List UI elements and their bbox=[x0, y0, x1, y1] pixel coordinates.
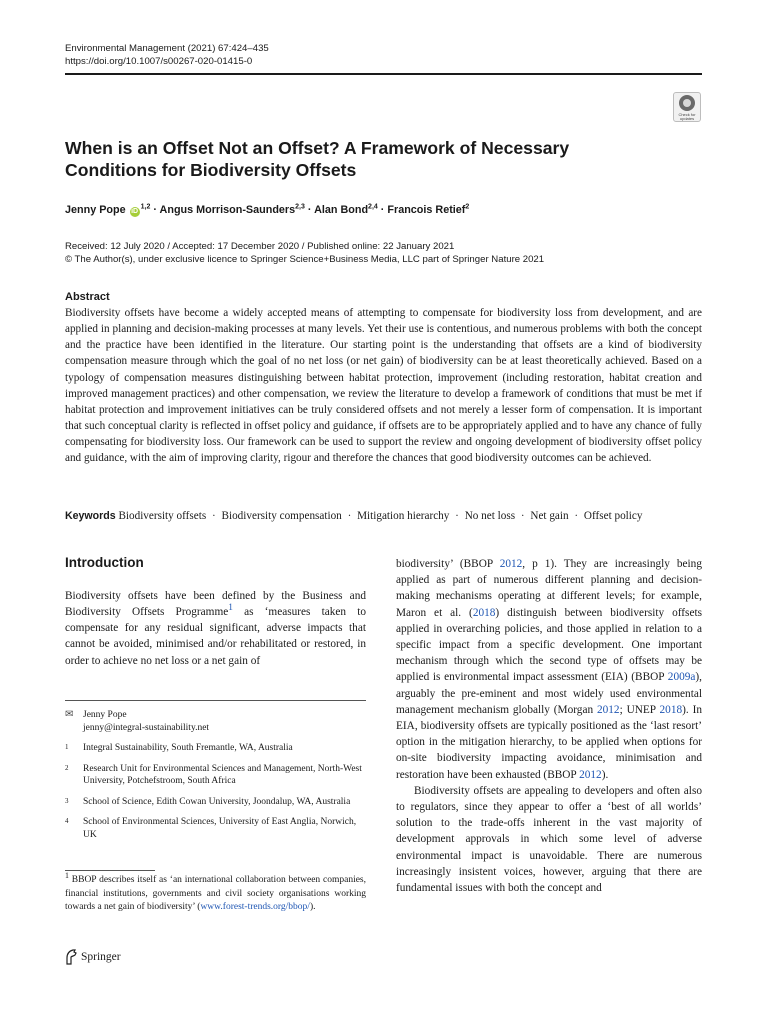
author-name[interactable]: Jenny Pope bbox=[65, 204, 126, 216]
author-affiliation-sup: 2 bbox=[465, 203, 470, 211]
intro-left-paragraph bbox=[65, 588, 366, 669]
check-for-updates-button[interactable] bbox=[673, 92, 701, 122]
paragraph-text: ; UNEP bbox=[619, 703, 660, 716]
author-affiliation-sup: 2,3 bbox=[295, 203, 305, 211]
affiliations-divider bbox=[65, 700, 366, 701]
publisher-name: Springer bbox=[81, 951, 121, 963]
journal-citation: Environmental Management (2021) 67:424–435 bbox=[65, 43, 269, 54]
affiliation-number: 3 bbox=[65, 796, 69, 805]
author-name[interactable]: Alan Bond bbox=[314, 204, 369, 216]
check-for-updates-icon bbox=[679, 95, 695, 111]
affiliation-text: Research Unit for Environmental Sciences and Management, North-West University, Potchefstroom, South Africa bbox=[83, 763, 362, 786]
citation-link[interactable]: 2012 bbox=[596, 703, 620, 716]
intro-right-column bbox=[396, 556, 702, 896]
affiliation-number: 1 bbox=[65, 743, 69, 751]
correspondence bbox=[65, 709, 366, 734]
intro-right-paragraph-2: Biodiversity offsets are appealing to developers and often also to regulators, since they appear to offer a ‘best of all worlds’ solution to the trade-offs inherent in the vast majority of development approvals in which some level of adverse environmental impact is unavoidable. There are numerous increasingly insistent voices, however, arguing that there are fundamental issues with both the concept and bbox=[396, 784, 702, 895]
paragraph-text: , p 1). They are increasingly being applied as part of numerous different planning and decision-making mechanisms operating at different levels; for example, Maron et al. ( bbox=[396, 558, 702, 619]
affiliation-number: 2 bbox=[65, 763, 69, 772]
intro-text-b: as ‘measures taken to compensate for any residual significant, adverse impacts that cannot be avoided, minimised and/or rehabilitated or restored, in order to achieve no net loss or a net gain of bbox=[65, 606, 366, 667]
affiliation-item bbox=[65, 763, 366, 788]
footnote-text: BBOP describes itself as ‘an international collaboration between companies, financial institutions, governments and civil society organisations working towards a net gain of biodiversity’ ( bbox=[65, 875, 366, 913]
paragraph-text: biodiversity’ (BBOP bbox=[396, 558, 500, 570]
affiliation-text: School of Environmental Sciences, University of East Anglia, Norwich, UK bbox=[83, 817, 357, 840]
abstract-text: Biodiversity offsets have become a widely accepted means of attempting to compensate for biodiversity loss from development, and are applied in planning and decision-making processes at many levels. Yet their use is contentious, and numerous problems with both the concept and the practice have been identified in the literature. Our starting point is the understanding that offsets are a kind of biodiversity compensation measure through which the goal of no net loss (or net gain) of biodiversity can be at least theoretically achieved. Based on a typology of compensation measures distinguishing between habitat protection, improvement (including restoration, habitat creation and improved management practices) and other compensation, we review the literature to develop a framework of conditions that must be met if habitat protection and improvement initiatives can be truly considered offsets and not merely a lesser form of compensation. It is important that such conceptual clarity is reflected in offset policy and guidance, if offsets are to be appropriately applied and to have any chance of fully compensating for biodiversity loss. Our framework can be used to support the review and ongoing development of biodiversity offset policy and guidance, with the aim of improving clarity, rigour and therefore the chances that good biodiversity outcomes can be achieved. bbox=[65, 307, 702, 465]
author-name[interactable]: Angus Morrison-Saunders bbox=[159, 204, 296, 216]
date-history: Received: 12 July 2020 / Accepted: 17 December 2020 / Published online: 22 January 2021 bbox=[65, 241, 455, 252]
keywords-heading: Keywords bbox=[65, 510, 116, 522]
paragraph-text: ). bbox=[601, 768, 609, 781]
affiliations bbox=[65, 709, 366, 849]
keyword: No net loss bbox=[464, 510, 516, 522]
author-affiliation-sup: 1,2 bbox=[140, 203, 151, 211]
citation-link[interactable]: 2009a bbox=[667, 671, 696, 684]
author-list: Jenny Pope iD$^{1,2}$ · Angus Morrison-Saunders$^{2,3}$ · Alan Bond$^{2,4}$ · Francois Retief$^2$ bbox=[65, 203, 470, 216]
footnote-end: ). bbox=[309, 902, 316, 913]
affiliation-item bbox=[65, 796, 366, 809]
author-affiliation-sup: 2,4 bbox=[368, 203, 378, 211]
doi-link[interactable]: https://doi.org/10.1007/s00267-020-01415-0 bbox=[65, 56, 253, 67]
footnote-divider bbox=[65, 870, 155, 871]
orcid-icon[interactable]: iD bbox=[131, 208, 139, 215]
citation-link[interactable]: 2018 bbox=[472, 606, 496, 619]
introduction-heading: Introduction bbox=[65, 555, 144, 570]
footnote-link[interactable]: www.forest-trends.org/bbop/ bbox=[200, 902, 310, 913]
springer-horse-logo-icon bbox=[64, 949, 78, 965]
paragraph-text: ). In EIA, biodiversity offsets are typically positioned as the ‘last resort’ option in the mitigation hierarchy, to be applied when options for on-site biodiversity impacting avoidance, minimisation and restoration have been exhausted (BBOP bbox=[396, 703, 702, 781]
journal-header bbox=[65, 42, 269, 68]
footnote-number: 1 bbox=[65, 870, 69, 880]
copyright-notice: © The Author(s), under exclusive licence to Springer Science+Business Media, LLC part of Springer Nature 2021 bbox=[65, 254, 545, 265]
footnote bbox=[65, 870, 366, 915]
corresponding-author: Jenny Pope bbox=[83, 710, 127, 720]
keyword: Net gain bbox=[530, 510, 569, 522]
affiliation-number: 4 bbox=[65, 817, 69, 825]
publisher-logo bbox=[64, 949, 121, 965]
affiliation-item bbox=[65, 742, 366, 755]
footnote-ref[interactable]: 1 bbox=[228, 603, 233, 614]
affiliation-text: Integral Sustainability, South Fremantle, WA, Australia bbox=[83, 743, 293, 753]
affiliation-item bbox=[65, 816, 366, 841]
paragraph-text: ) distinguish between biodiversity offsets applied in overarching policies, and those applied in relation to a specific impact from a specific development. One important mechanism through which the second type of offsets may be applied is environmental impact assessment (EIA) (BBOP bbox=[396, 606, 703, 684]
header-divider bbox=[65, 73, 702, 75]
article-title: When is an Offset Not an Offset? A Framework of Necessary Conditions for Biodiversity Offsets bbox=[65, 138, 570, 180]
citation-link[interactable]: 2018 bbox=[659, 703, 683, 716]
publication-history bbox=[65, 240, 544, 266]
citation-link[interactable]: 2012 bbox=[579, 768, 602, 781]
affiliation-text: School of Science, Edith Cowan University, Joondalup, WA, Australia bbox=[83, 796, 351, 807]
keyword: Biodiversity compensation bbox=[221, 510, 342, 522]
author-name[interactable]: Francois Retief bbox=[387, 204, 466, 216]
paragraph-text: ), arguably the pre-eminent and most widely used environmental management mechanism globally (Morgan bbox=[396, 671, 702, 716]
citation-link[interactable]: 2012 bbox=[499, 558, 523, 570]
keyword: Mitigation hierarchy bbox=[357, 510, 450, 522]
email-link[interactable]: jenny@integral-sustainability.net bbox=[83, 722, 210, 733]
keyword: Offset policy bbox=[583, 510, 643, 522]
intro-right-paragraph-1 bbox=[396, 556, 702, 783]
keywords: Keywords Biodiversity offsets · Biodiversity compensation · Mitigation hierarchy · No net loss · Net gain · Offset policy bbox=[65, 510, 643, 522]
abstract-heading: Abstract bbox=[65, 291, 110, 303]
keyword: Biodiversity offsets bbox=[118, 510, 207, 522]
intro-text-a: Biodiversity offsets have been defined by the Business and Biodiversity Offsets Programme bbox=[65, 590, 366, 619]
check-for-updates-label: Check for updates bbox=[678, 112, 696, 121]
envelope-icon: ✉ bbox=[65, 709, 74, 720]
